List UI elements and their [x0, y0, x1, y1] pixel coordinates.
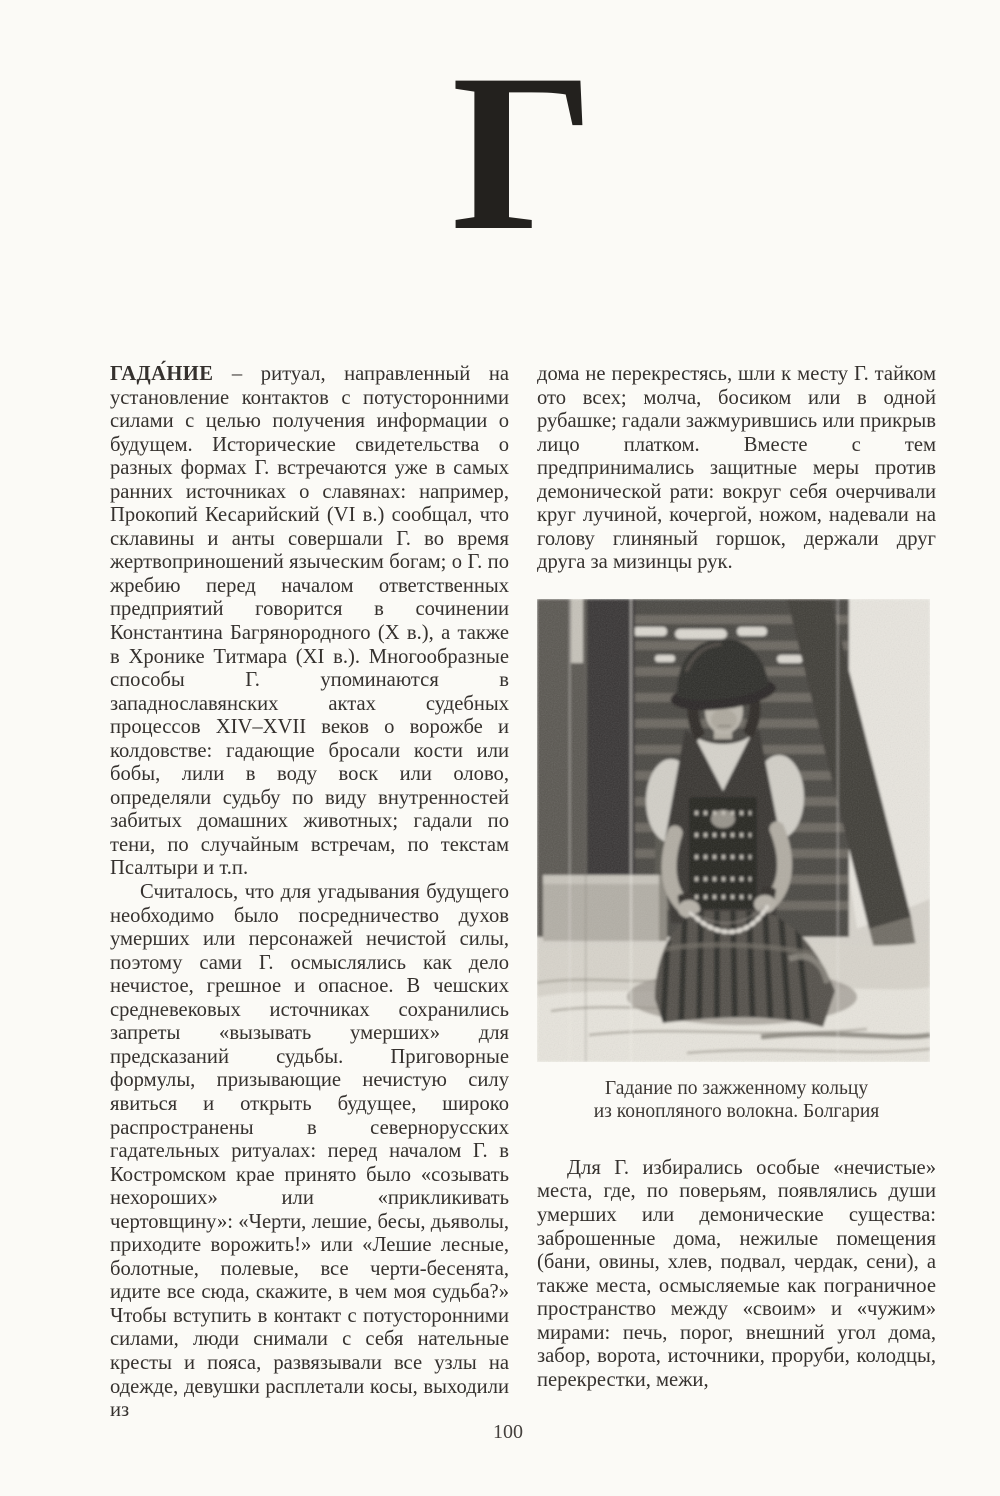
- figure: [537, 599, 936, 1123]
- left-column: [110, 363, 509, 1423]
- figure-caption: [537, 1077, 936, 1123]
- entry-paragraph-2: Считалось, что для угадывания будущего необходимо было посредничество духов умерших или персонажей нечистой силы, поэтому сами Г. осмыслялись как дело нечистое, грешное и опасное. В чешских средневековых источниках сохранились запреты «вызывать умерших» для предсказаний судьбы. Приговорные формулы, призывающие нечистую силу явиться и открыть будущее, широко распространены в севернорусских гадательных ритуалах: перед началом Г. в Костромском крае принято было «созывать нехороших» или «прикликивать чертовщину»: «Черти, лешие, бесы, дьяволы, приходите ворожить!» или «Лешие лесные, болотные, полевые, все черти-бесенята, идите все сюда, скажите, в чем моя судьба?» Чтобы вступить в контакт с потусторонними силами, люди снимали с себя нательные кресты и пояса, развязывали все узлы на одежде, девушки расплетали косы, выходили из: [110, 881, 509, 1422]
- figure-caption-line-1: Гадание по зажженному кольцу: [604, 1077, 869, 1099]
- entry-headword: ГАДА́НИЕ: [110, 363, 214, 385]
- entry-paragraph-3: дома не перекрестясь, шли к месту Г. тайком ото всех; молча, босиком или в одной рубашке; гадали зажмурившись или прикрыв лицо платком. Вместе с тем предпринимались защитные меры против демонической рати: вокруг себя очерчивали круг лучиной, кочергой, ножом, надевали на голову глиняный горшок, держали друг друга за мизинцы рук.: [537, 363, 936, 574]
- figure-caption-line-2: из конопляного волокна. Болгария: [593, 1100, 880, 1122]
- text-columns: [110, 363, 936, 1423]
- entry-paragraph-4: Для Г. избирались особые «нечистые» места, где, по поверьям, появлялись души умерших или демонические существа: заброшенные дома, нежилые помещения (бани, овины, хлев, подвал, чердак, сени), а также места, осмысляемые как пограничное пространство между «своим» и «чужим» мирами: печь, порог, внешний угол дома, забор, ворота, источники, проруби, колодцы, перекрестки, межи,: [537, 1156, 936, 1391]
- entry-paragraph-1: [110, 363, 509, 881]
- right-column: [537, 363, 936, 1423]
- section-letter: Г: [451, 27, 595, 277]
- divination-photo: [537, 599, 930, 1062]
- page-number: 100: [493, 1421, 523, 1443]
- entry-paragraph-1-text: – ритуал, направленный на установление контактов с потусторонними силами с целью получения информации о будущем. Исторические свидетельства о разных формах Г. встречаются уже в самых ранних источниках о славянах: например, Прокопий Кесарийский (VI в.) сообщал, что склавины и анты совершали Г. во время жертвоприношений языческим богам; о Г. по жребию перед началом ответственных предприятий говорится в сочинении Константина Багрянородного (X в.), а также в Хронике Титмара (XI в.). Многообразные способы Г. упоминаются в западнославянских актах судебных процессов XIV–XVII веков о ворожбе и колдовстве: гадающие бросали кости или бобы, лили в воду воск или олово, определяли судьбу по виду внутренностей забитых домашних животных; гадали по тени, по случайным встречам, по текстам Псалтыри и т.п.: [110, 363, 509, 880]
